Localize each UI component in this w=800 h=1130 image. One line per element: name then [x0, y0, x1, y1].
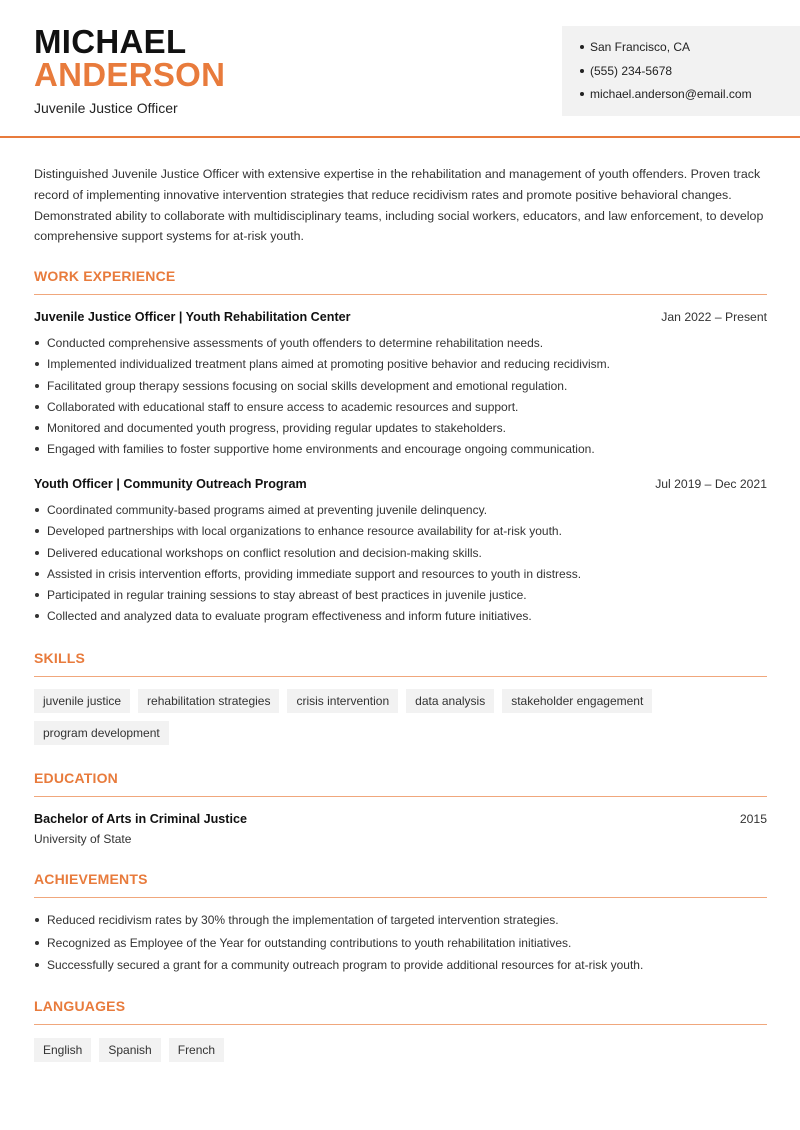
skills-tags — [34, 689, 767, 745]
section-title-skills: SKILLS — [34, 650, 85, 666]
skill-tag: stakeholder engagement — [502, 689, 652, 713]
list-item: Collaborated with educational staff to ensure access to academic resources and support. — [34, 400, 767, 421]
section-divider — [34, 796, 767, 797]
job-entry-title: Youth Officer | Community Outreach Program — [34, 477, 307, 491]
list-item: Facilitated group therapy sessions focusing on social skills development and emotional regulation. — [34, 379, 767, 400]
section-title-work: WORK EXPERIENCE — [34, 268, 176, 284]
languages-tags — [34, 1038, 767, 1062]
job-entry-bullets — [34, 336, 767, 464]
contact-email: michael.anderson@email.com — [580, 87, 800, 111]
section-divider — [34, 1024, 767, 1025]
skill-tag: data analysis — [406, 689, 494, 713]
list-item: Monitored and documented youth progress, providing regular updates to stakeholders. — [34, 421, 767, 442]
resume-header — [0, 0, 800, 138]
section-title-achievements: ACHIEVEMENTS — [34, 871, 148, 887]
list-item: Participated in regular training sessions to stay abreast of best practices in juvenile justice. — [34, 588, 767, 609]
job-entry-title: Juvenile Justice Officer | Youth Rehabilitation Center — [34, 310, 351, 324]
section-title-education: EDUCATION — [34, 770, 118, 786]
job-title: Juvenile Justice Officer — [34, 100, 178, 116]
education-school: University of State — [34, 832, 132, 846]
job-entry-dates: Jul 2019 – Dec 2021 — [655, 477, 767, 491]
list-item: Implemented individualized treatment plans aimed at promoting positive behavior and reducing recidivism. — [34, 357, 767, 378]
skill-tag: juvenile justice — [34, 689, 130, 713]
language-tag: English — [34, 1038, 91, 1062]
skill-tag: crisis intervention — [287, 689, 398, 713]
list-item: Collected and analyzed data to evaluate program effectiveness and inform future initiatives. — [34, 609, 767, 630]
language-tag: French — [169, 1038, 224, 1062]
list-item: Conducted comprehensive assessments of youth offenders to determine rehabilitation needs. — [34, 336, 767, 357]
list-item: Recognized as Employee of the Year for outstanding contributions to youth rehabilitation initiatives. — [34, 936, 767, 959]
list-item: Coordinated community-based programs aimed at preventing juvenile delinquency. — [34, 503, 767, 524]
skill-tag: program development — [34, 721, 169, 745]
list-item: Successfully secured a grant for a community outreach program to provide additional resources for at-risk youth. — [34, 958, 767, 981]
contact-phone: (555) 234-5678 — [580, 64, 800, 88]
section-title-languages: LANGUAGES — [34, 998, 126, 1014]
section-divider — [34, 897, 767, 898]
job-entry-dates: Jan 2022 – Present — [661, 310, 767, 324]
job-entry-bullets — [34, 503, 767, 631]
contact-location: San Francisco, CA — [580, 40, 800, 64]
last-name: ANDERSON — [34, 56, 226, 93]
list-item: Assisted in crisis intervention efforts, providing immediate support and resources to youth in distress. — [34, 567, 767, 588]
education-degree: Bachelor of Arts in Criminal Justice — [34, 812, 247, 826]
profile-summary: Distinguished Juvenile Justice Officer with extensive expertise in the rehabilitation and management of youth offenders. Proven track record of implementing innovative intervention strategies that reduce recidivism rates and promote positive behavioral changes. Demonstrated ability to collaborate with multidisciplinary teams, including social workers, educators, and law enforcement, to develop comprehensive support systems for at-risk youth. — [34, 167, 764, 244]
list-item: Developed partnerships with local organizations to enhance resource availability for at-risk youth. — [34, 524, 767, 545]
language-tag: Spanish — [99, 1038, 160, 1062]
list-item: Delivered educational workshops on conflict resolution and decision-making skills. — [34, 546, 767, 567]
first-name: MICHAEL — [34, 23, 187, 60]
contact-box — [562, 26, 800, 116]
skill-tag: rehabilitation strategies — [138, 689, 279, 713]
education-year: 2015 — [739, 812, 767, 826]
achievements-list — [34, 913, 767, 981]
list-item: Reduced recidivism rates by 30% through the implementation of targeted intervention strategies. — [34, 913, 767, 936]
section-divider — [34, 294, 767, 295]
section-divider — [34, 676, 767, 677]
list-item: Engaged with families to foster supportive home environments and encourage ongoing communication. — [34, 442, 767, 463]
contact-list — [580, 40, 800, 111]
